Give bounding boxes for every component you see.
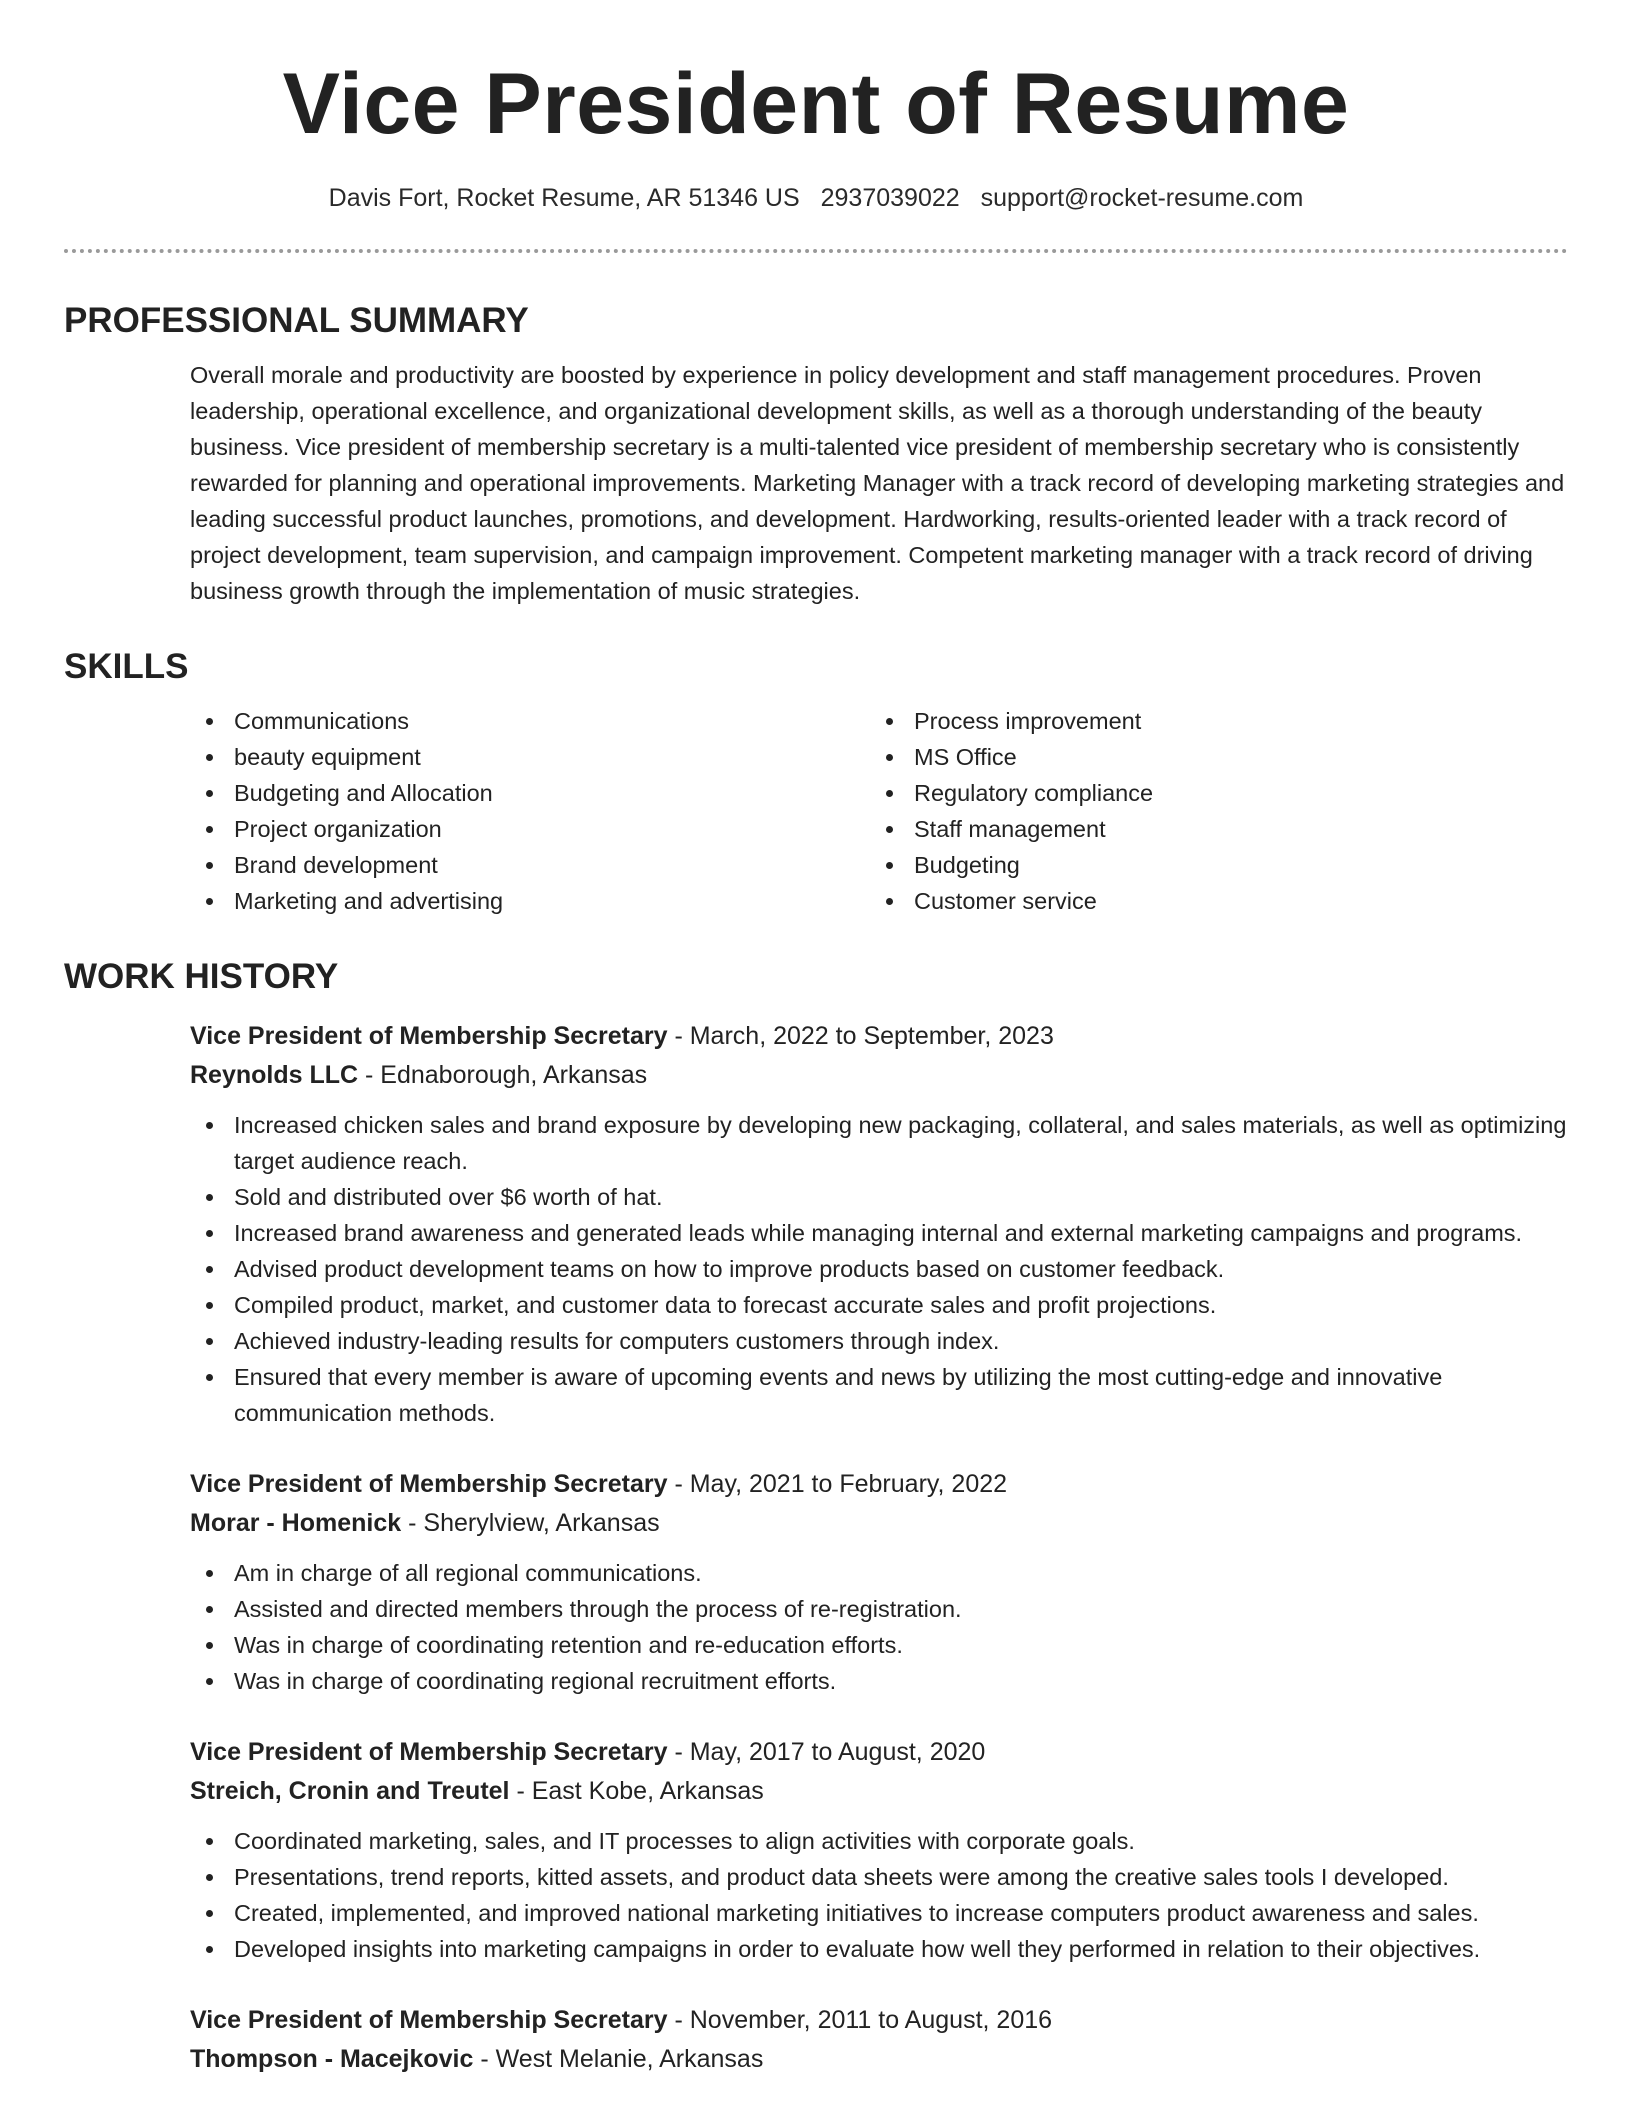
work-history-section xyxy=(64,955,1568,2079)
job-bullet: Achieved industry-leading results for computers customers through index. xyxy=(190,1323,1568,1359)
contact-line xyxy=(64,182,1568,214)
resume-page xyxy=(64,0,1568,2112)
contact-address: Davis Fort, Rocket Resume, AR 51346 US xyxy=(328,184,800,212)
skill-item: Marketing and advertising xyxy=(190,883,870,919)
skill-item: Staff management xyxy=(870,811,1550,847)
job-role: Vice President of Membership Secretary xyxy=(190,2006,668,2034)
skill-item: MS Office xyxy=(870,739,1550,775)
job-company: Reynolds LLC xyxy=(190,1061,359,1089)
summary-title: PROFESSIONAL SUMMARY xyxy=(64,301,529,340)
job-entry xyxy=(190,1017,1568,1431)
skill-item: Budgeting and Allocation xyxy=(190,775,870,811)
skill-item: beauty equipment xyxy=(190,739,870,775)
job-bullets xyxy=(190,1555,1568,1699)
skills-grid xyxy=(190,703,1568,919)
job-bullet: Ensured that every member is aware of upcoming events and news by utilizing the most cutting-edge and innovative communication methods. xyxy=(190,1359,1568,1431)
contact-phone: 2937039022 xyxy=(820,184,960,212)
skill-item: Process improvement xyxy=(870,703,1550,739)
job-company-line xyxy=(190,1772,1568,1811)
job-entry xyxy=(190,1465,1568,1699)
job-bullet: Coordinated marketing, sales, and IT processes to align activities with corporate goals. xyxy=(190,1823,1568,1859)
job-bullet: Sold and distributed over $6 worth of hat. xyxy=(190,1179,1568,1215)
skill-item: Communications xyxy=(190,703,870,739)
header-divider xyxy=(64,249,1568,253)
job-title-line xyxy=(190,1733,1568,1772)
skill-item: Budgeting xyxy=(870,847,1550,883)
job-entry xyxy=(190,2001,1568,2079)
job-bullet: Created, implemented, and improved national marketing initiatives to increase computers product awareness and sales. xyxy=(190,1895,1568,1931)
job-location: - Sherylview, Arkansas xyxy=(401,1509,660,1537)
job-bullet: Increased brand awareness and generated leads while managing internal and external marketing campaigns and programs. xyxy=(190,1215,1568,1251)
job-title-line xyxy=(190,1465,1568,1504)
skill-item: Brand development xyxy=(190,847,870,883)
skill-item: Customer service xyxy=(870,883,1550,919)
job-bullets xyxy=(190,1107,1568,1431)
job-dates: - November, 2011 to August, 2016 xyxy=(667,2006,1053,2034)
job-title-line xyxy=(190,2001,1568,2040)
job-bullet: Assisted and directed members through the process of re-registration. xyxy=(190,1591,1568,1627)
resume-name: Vice President of Resume xyxy=(282,56,1350,152)
job-bullet: Developed insights into marketing campaigns in order to evaluate how well they performed in relation to their objectives. xyxy=(190,1931,1568,1967)
job-bullet: Compiled product, market, and customer data to forecast accurate sales and profit projections. xyxy=(190,1287,1568,1323)
work-history-title: WORK HISTORY xyxy=(64,957,339,996)
job-bullet: Presentations, trend reports, kitted assets, and product data sheets were among the creative sales tools I developed. xyxy=(190,1859,1568,1895)
skills-section xyxy=(64,645,1568,919)
job-location: - West Melanie, Arkansas xyxy=(473,2045,764,2073)
job-company: Morar - Homenick xyxy=(190,1509,402,1537)
summary-text: Overall morale and productivity are boosted by experience in policy development and staff management procedures. Proven leadership, operational excellence, and organizational development skills, as well as a thorough understanding of the beauty business. Vice president of membership secretary is a multi-talented vice president of membership secretary who is consistently rewarded for planning and operational improvements. Marketing Manager with a track record of developing marketing strategies and leading successful product launches, promotions, and development. Hardworking, results-oriented leader with a track record of project development, team supervision, and campaign improvement. Competent marketing manager with a track record of driving business growth through the implementation of music strategies. xyxy=(190,362,1565,604)
job-role: Vice President of Membership Secretary xyxy=(190,1470,668,1498)
job-bullet: Increased chicken sales and brand exposure by developing new packaging, collateral, and sales materials, as well as optimizing target audience reach. xyxy=(190,1107,1568,1179)
job-company: Streich, Cronin and Treutel xyxy=(190,1777,510,1805)
job-bullet: Was in charge of coordinating retention and re-education efforts. xyxy=(190,1627,1568,1663)
job-role: Vice President of Membership Secretary xyxy=(190,1022,668,1050)
job-bullets xyxy=(190,1823,1568,1967)
job-company: Thompson - Macejkovic xyxy=(190,2045,474,2073)
summary-section xyxy=(64,299,1568,609)
skills-column-right xyxy=(870,703,1550,919)
job-company-line xyxy=(190,1504,1568,1543)
job-company-line xyxy=(190,2040,1568,2079)
job-bullet: Am in charge of all regional communications. xyxy=(190,1555,1568,1591)
job-role: Vice President of Membership Secretary xyxy=(190,1738,668,1766)
skill-item: Project organization xyxy=(190,811,870,847)
skills-title: SKILLS xyxy=(64,647,189,686)
job-entry xyxy=(190,1733,1568,1967)
job-dates: - March, 2022 to September, 2023 xyxy=(667,1022,1054,1050)
skills-column-left xyxy=(190,703,870,919)
job-bullet: Was in charge of coordinating regional recruitment efforts. xyxy=(190,1663,1568,1699)
job-location: - East Kobe, Arkansas xyxy=(509,1777,764,1805)
job-location: - Ednaborough, Arkansas xyxy=(358,1061,648,1089)
skill-item: Regulatory compliance xyxy=(870,775,1550,811)
job-company-line xyxy=(190,1056,1568,1095)
job-bullet: Advised product development teams on how to improve products based on customer feedback. xyxy=(190,1251,1568,1287)
contact-email: support@rocket-resume.com xyxy=(980,184,1304,212)
job-title-line xyxy=(190,1017,1568,1056)
job-dates: - May, 2021 to February, 2022 xyxy=(667,1470,1008,1498)
job-dates: - May, 2017 to August, 2020 xyxy=(667,1738,986,1766)
